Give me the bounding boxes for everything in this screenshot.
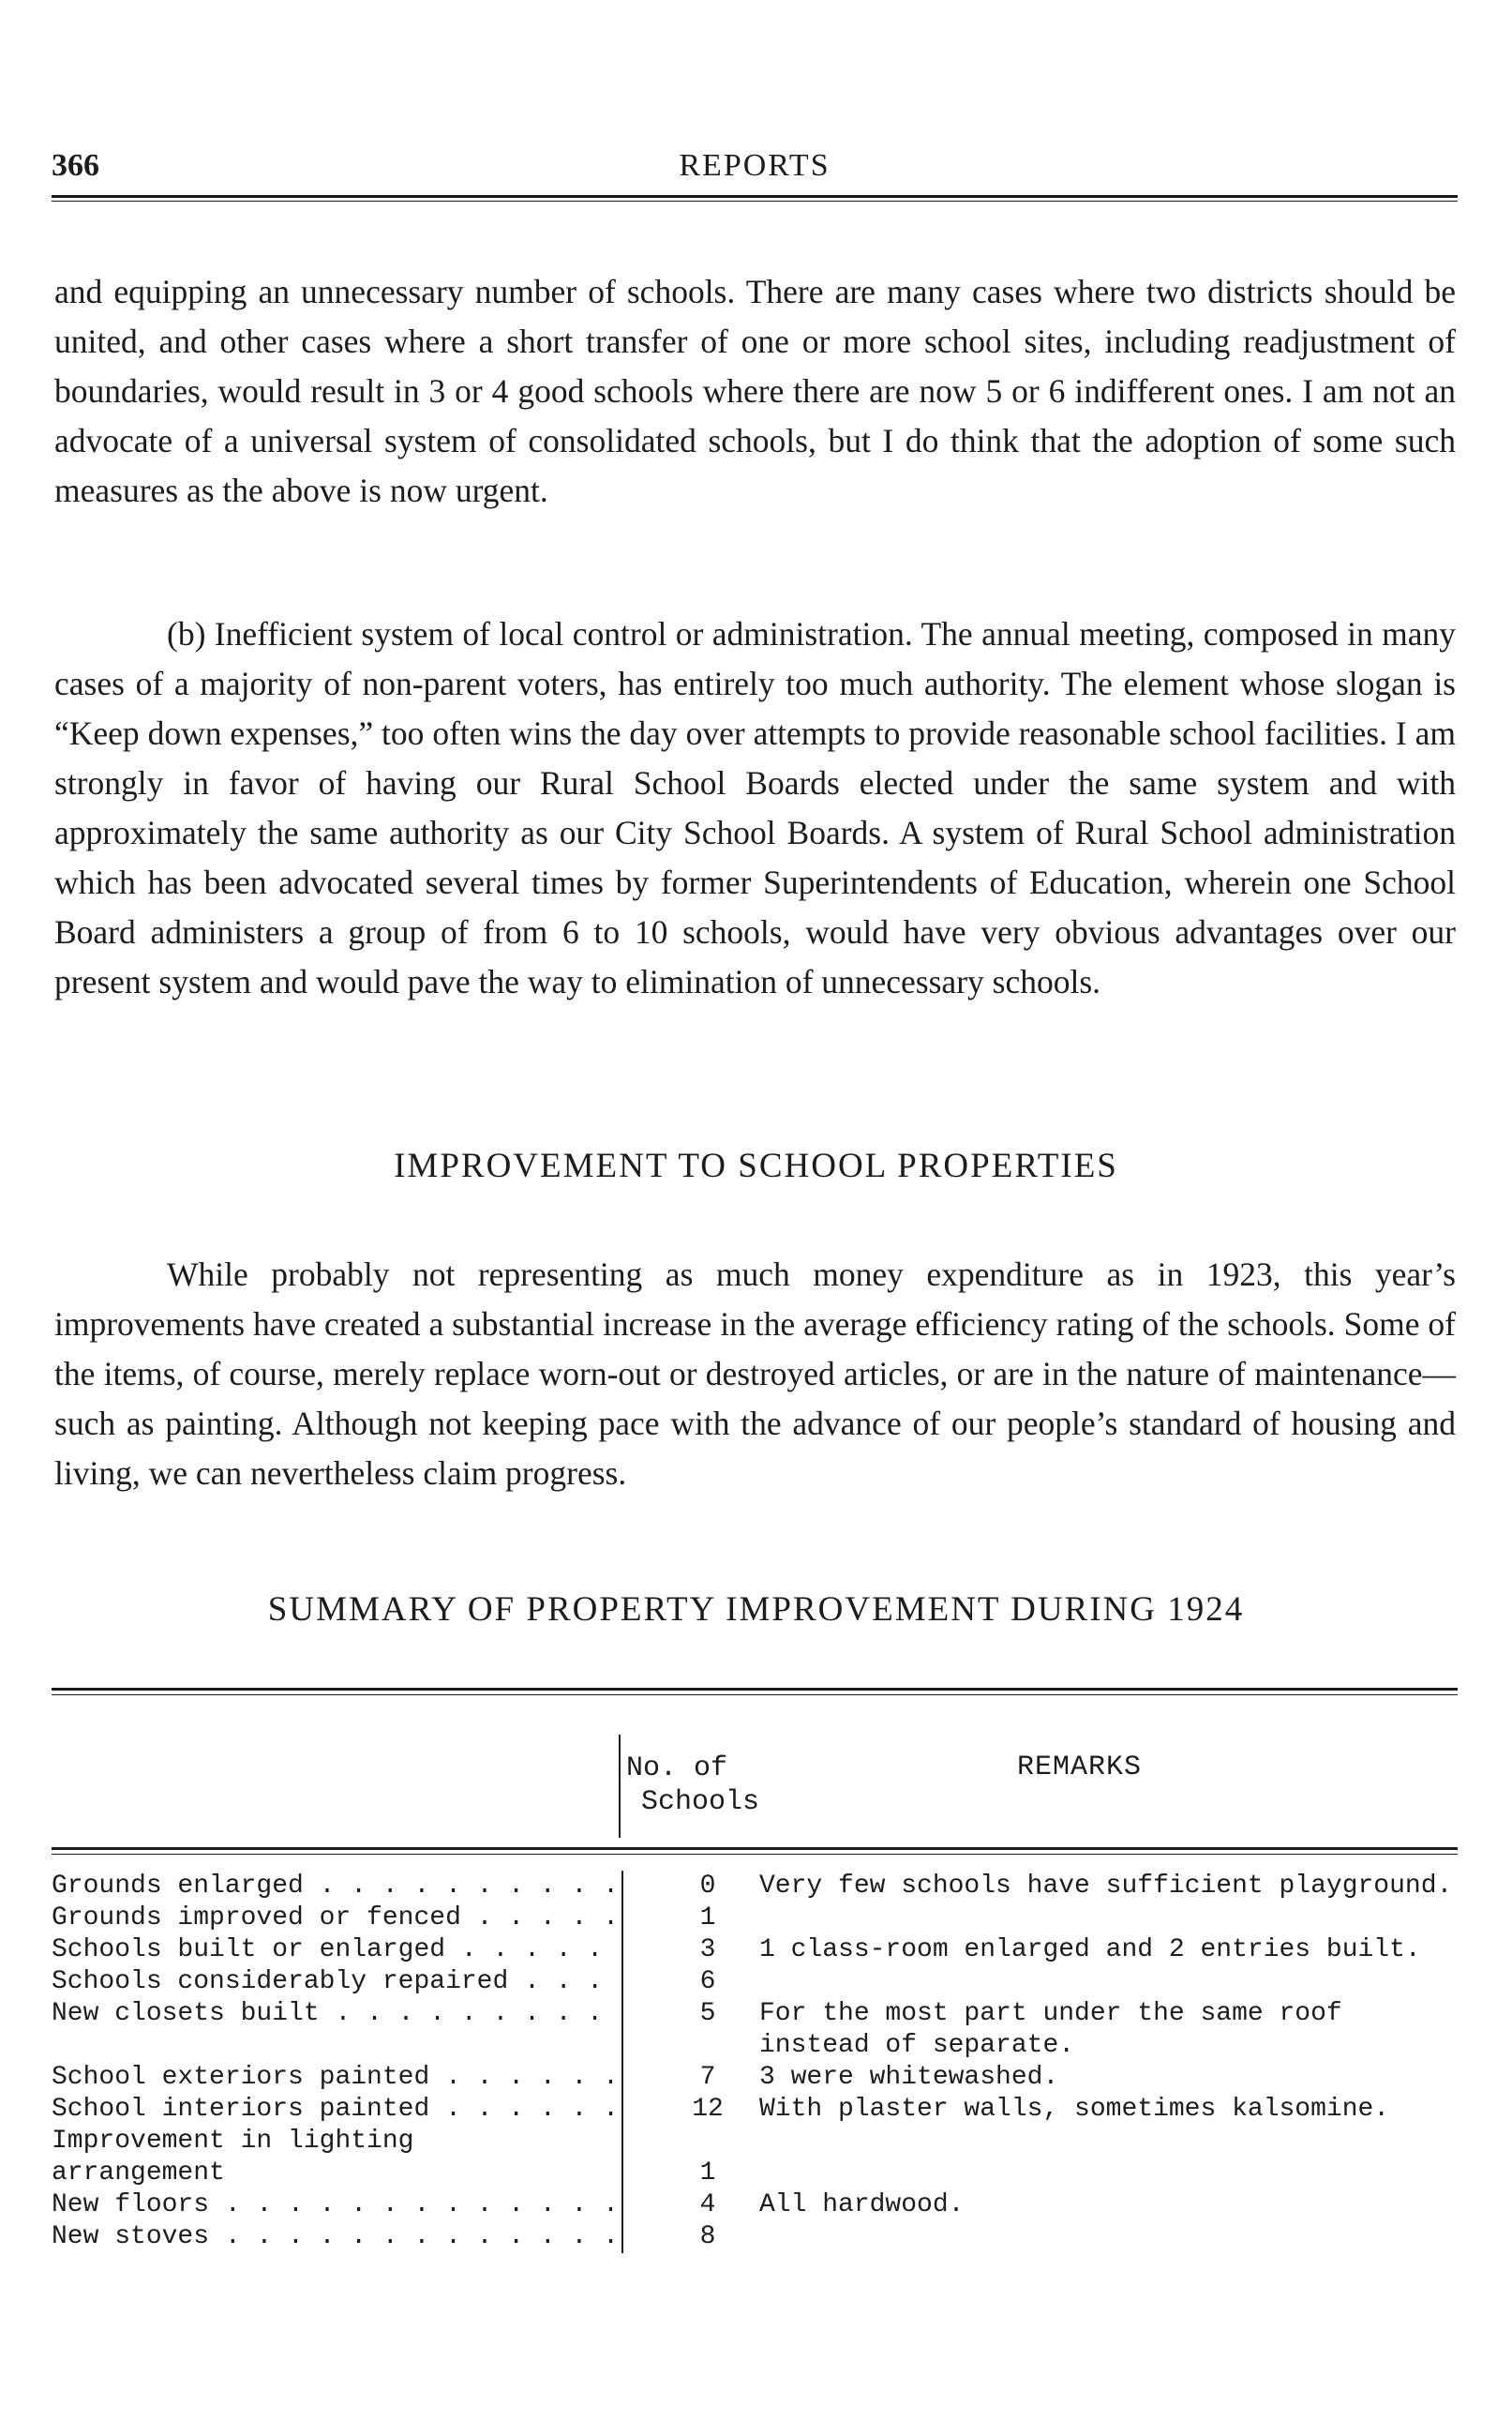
table-row [52, 1934, 1476, 1966]
row-item [52, 1966, 623, 1998]
table-row [52, 1966, 1476, 1998]
row-item [52, 2221, 623, 2253]
row-count: 4 [699, 2190, 716, 2219]
row-count: 6 [699, 1967, 716, 1996]
table-row [52, 1902, 1476, 1934]
row-item [52, 2189, 623, 2221]
header-column-divider [619, 1735, 621, 1838]
row-item-label: New closets built [52, 1999, 320, 2028]
heading-improvement: IMPROVEMENT TO SCHOOL PROPERTIES [394, 1147, 1118, 1185]
row-remark: 1 class-room enlarged and 2 entries built. [759, 1935, 1421, 1964]
column-header-count [626, 1752, 795, 1819]
row-item-label: School interiors painted [52, 2095, 430, 2124]
row-item [52, 2094, 623, 2126]
table-header-rule-thin [52, 1854, 1458, 1855]
table-row [52, 2126, 1476, 2189]
row-remark: For the most part under the same roof instead of separate. [759, 1999, 1342, 2060]
row-count: 0 [699, 1872, 716, 1901]
table-row [52, 1998, 1476, 2062]
table-row [52, 2094, 1476, 2126]
table-row [52, 2221, 1476, 2253]
row-remark: All hardwood. [759, 2190, 965, 2219]
row-remark: With plaster walls, sometimes kalsomine. [759, 2095, 1390, 2124]
paragraph-improvements: While probably not representing as much money expenditure as in 1923, this year’s improvements have created a substantial increase in the average efficiency rating of the schools. Some of the items, of course, merely replace worn-out or destroyed articles, or are in the nature of maintenance—such as painting. Although not keeping pace with the advance of our people’s standard of housing and living, we can nevertheless claim progress. [54, 1256, 1456, 1492]
row-count: 1 [699, 1903, 716, 1932]
column-header-count-line2: Schools [641, 1786, 760, 1818]
running-head: REPORTS [679, 148, 831, 183]
page-header [52, 148, 1458, 186]
heading-summary: SUMMARY OF PROPERTY IMPROVEMENT DURING 1924 [267, 1590, 1245, 1629]
row-item-label: School exteriors painted [52, 2063, 430, 2092]
table-row [52, 1871, 1476, 1902]
row-item-label: Grounds enlarged [52, 1872, 304, 1901]
row-count: 7 [699, 2063, 716, 2092]
row-count: 12 [692, 2095, 724, 2124]
table-top-rule-thin [52, 1694, 1458, 1695]
row-remark: 3 were whitewashed. [759, 2063, 1059, 2092]
row-count: 1 [699, 2158, 716, 2188]
row-item [52, 2126, 623, 2189]
row-count: 5 [699, 1999, 716, 2028]
row-item [52, 1871, 623, 1902]
row-item-label: Improvement in lighting arrangement [52, 2127, 414, 2188]
row-count: 3 [699, 1935, 716, 1964]
table-row [52, 2062, 1476, 2094]
row-item [52, 1998, 623, 2062]
row-item [52, 1902, 623, 1934]
header-rule-thin [52, 201, 1458, 202]
header-rule [52, 195, 1458, 198]
row-item-label: Schools considerably repaired [52, 1967, 509, 1996]
row-remark: Very few schools have sufficient playground. [759, 1872, 1453, 1901]
row-item [52, 1934, 623, 1966]
table-row [52, 2189, 1476, 2221]
row-item-label: New stoves [52, 2222, 210, 2251]
column-header-count-line1: No. of [626, 1752, 728, 1784]
paragraph-local-control: (b) Inefficient system of local control or administration. The annual meeting, composed in many cases of a majority of non-parent voters, has entirely too much authority. The element whose slogan is “Keep down expenses,” too often wins the day over attempts to provide reasonable school facilities. I am strongly in favor of having our Rural School Boards elected under the same system and with approximately the same authority as our City School Boards. A system of Rural School administration which has been advocated several times by former Superintendents of Education, wherein one School Board administers a group of from 6 to 10 schools, would have very obvious advantages over our present system and would pave the way to elimination of unnecessary schools. [54, 615, 1456, 1000]
improvement-table [52, 1871, 1476, 2253]
table-header-rule [52, 1847, 1458, 1850]
table-top-rule [52, 1688, 1458, 1691]
row-item-label: Schools built or enlarged [52, 1935, 446, 1964]
row-count: 8 [699, 2222, 716, 2251]
row-item-label: New floors [52, 2190, 210, 2219]
row-item [52, 2062, 623, 2094]
page-number: 366 [52, 148, 99, 183]
paragraph-consolidation: and equipping an unnecessary number of schools. There are many cases where two districts should be united, and other cases where a short transfer of one or more school sites, including readjustment of boundaries, would result in 3 or 4 good schools where there are now 5 or 6 indifferent ones. I am not an advocate of a universal system of consolidated schools, but I do think that the adoption of some such measures as the above is now urgent. [54, 273, 1456, 509]
row-item-label: Grounds improved or fenced [52, 1903, 461, 1932]
column-header-remarks: REMARKS [1017, 1752, 1143, 1783]
